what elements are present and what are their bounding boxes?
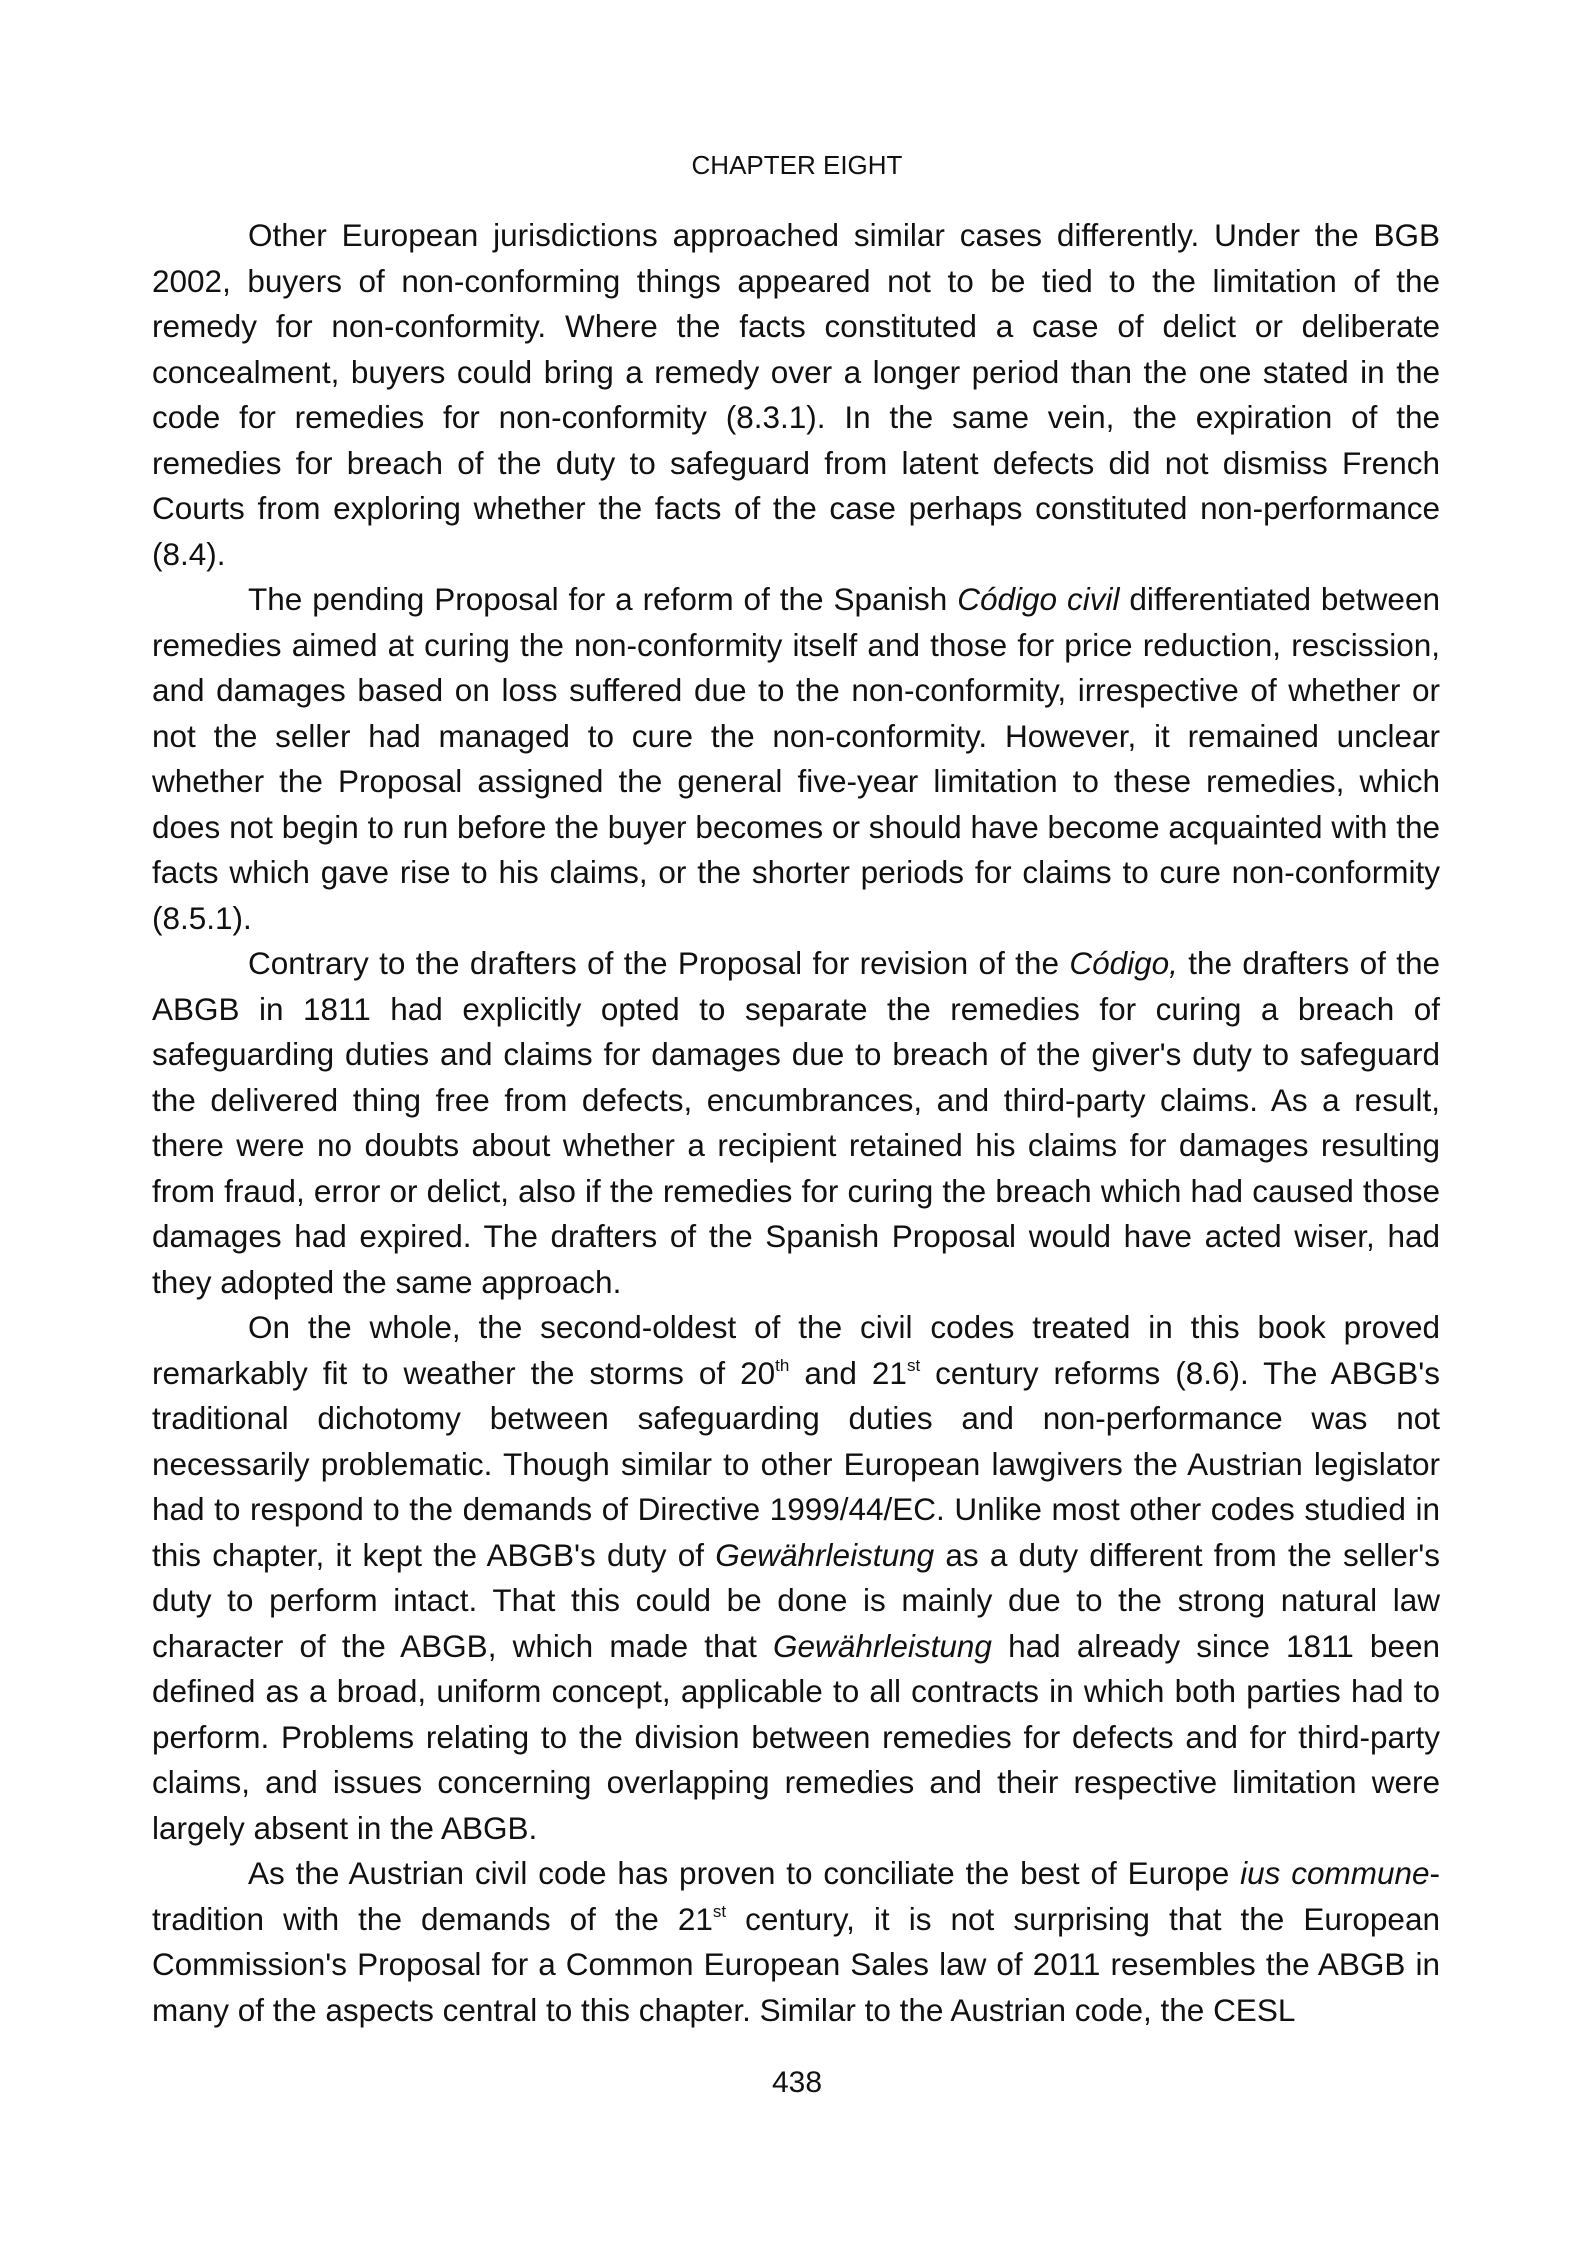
text-segment: had already since 1811 been defined as a broad, uniform concept, applicable to all contracts in which both parties had to perform. Problems relating to the division between remedies for defects and for third-party claims, and issues concerning overlapping remedies and their respective limitation were largely absent in the ABGB.	[152, 1627, 1441, 1846]
paragraph-1	[152, 213, 1440, 577]
text-segment: Contrary to the drafters of the Proposal for revision of the	[248, 945, 1070, 981]
text-segment: differentiated between remedies aimed at curing the non-conformity itself and those for price reduction, rescission, and damages based on loss suffered due to the non-conformity, irrespective of whether or not the seller had managed to cure the non-conformity. However, it remained unclear whether the Proposal assigned the general five-year limitation to these remedies, which does not begin to run before the buyer becomes or should have become acquainted with the facts which gave rise to his claims, or the shorter periods for claims to cure non-conformity (8.5.1).	[152, 581, 1440, 936]
text-segment: century reforms (8.6). The ABGB's traditional dichotomy between safeguarding duties and non-performance was not necessarily problematic. Though similar to other European lawgivers the Austrian legislator had to respond to the demands of Directive 1999/44/EC. Unlike most other codes studied in this chapter, it kept the ABGB's duty of	[152, 1354, 1440, 1573]
italic-term: ius commune	[1240, 1855, 1430, 1891]
italic-term: Código,	[1069, 945, 1178, 981]
text-segment: century, it is not surprising that the European Commission's Proposal for a Common European Sales law of 2011 resembles the ABGB in many of the aspects central to this chapter. Similar to the Austrian code, the CESL	[152, 1900, 1440, 2028]
body-text	[152, 213, 1440, 2033]
paragraph-5	[152, 1851, 1440, 2033]
running-head: CHAPTER EIGHT	[691, 150, 903, 180]
paragraph-3	[152, 941, 1440, 1305]
text-segment: and 21	[789, 1354, 907, 1391]
italic-term: Gewährleistung	[773, 1627, 992, 1664]
italic-term: Gewährleistung	[715, 1536, 935, 1573]
italic-term: Código civil	[957, 581, 1120, 617]
ordinal-superscript: th	[775, 1355, 790, 1375]
text-segment: As the Austrian civil code has proven to conciliate the best of Europe	[248, 1855, 1241, 1891]
ordinal-superscript: st	[712, 1901, 727, 1921]
paragraph-4	[152, 1305, 1440, 1851]
paragraph-2	[152, 577, 1440, 941]
text-segment: Other European jurisdictions approached similar cases differently. Under the BGB 2002, buyers of non-conforming things appeared not to be tied to the limitation of the remedy for non-conformity. Where the facts constituted a case of delict or deliberate concealment, buyers could bring a remedy over a longer period than the one stated in the code for remedies for non-conformity (8.3.1). In the same vein, the expiration of the remedies for breach of the duty to safeguard from latent defects did not dismiss French Courts from exploring whether the facts of the case perhaps constituted non-performance (8.4).	[152, 217, 1440, 572]
text-segment: On the whole, the second-oldest of the civil codes treated in this book proved remarkably fit to weather the storms of 20	[152, 1309, 1440, 1391]
text-segment: the drafters of the ABGB in 1811 had explicitly opted to separate the remedies for curing a breach of safeguarding duties and claims for damages due to breach of the giver's duty to safeguard the delivered thing free from defects, encumbrances, and third-party claims. As a result, there were no doubts about whether a recipient retained his claims for damages resulting from fraud, error or delict, also if the remedies for curing the breach which had caused those damages had expired. The drafters of the Spanish Proposal would have acted wiser, had they adopted the same approach.	[152, 945, 1440, 1300]
text-segment: as a duty different from the seller's duty to perform intact. That this could be done is mainly due to the strong natural law character of the ABGB, which made that	[152, 1536, 1441, 1664]
text-segment: The pending Proposal for a reform of the Spanish	[248, 581, 958, 617]
page-number: 438	[771, 2066, 823, 2099]
ordinal-superscript: st	[906, 1355, 921, 1375]
text-segment: -tradition with the demands of the 21	[152, 1855, 1440, 1937]
